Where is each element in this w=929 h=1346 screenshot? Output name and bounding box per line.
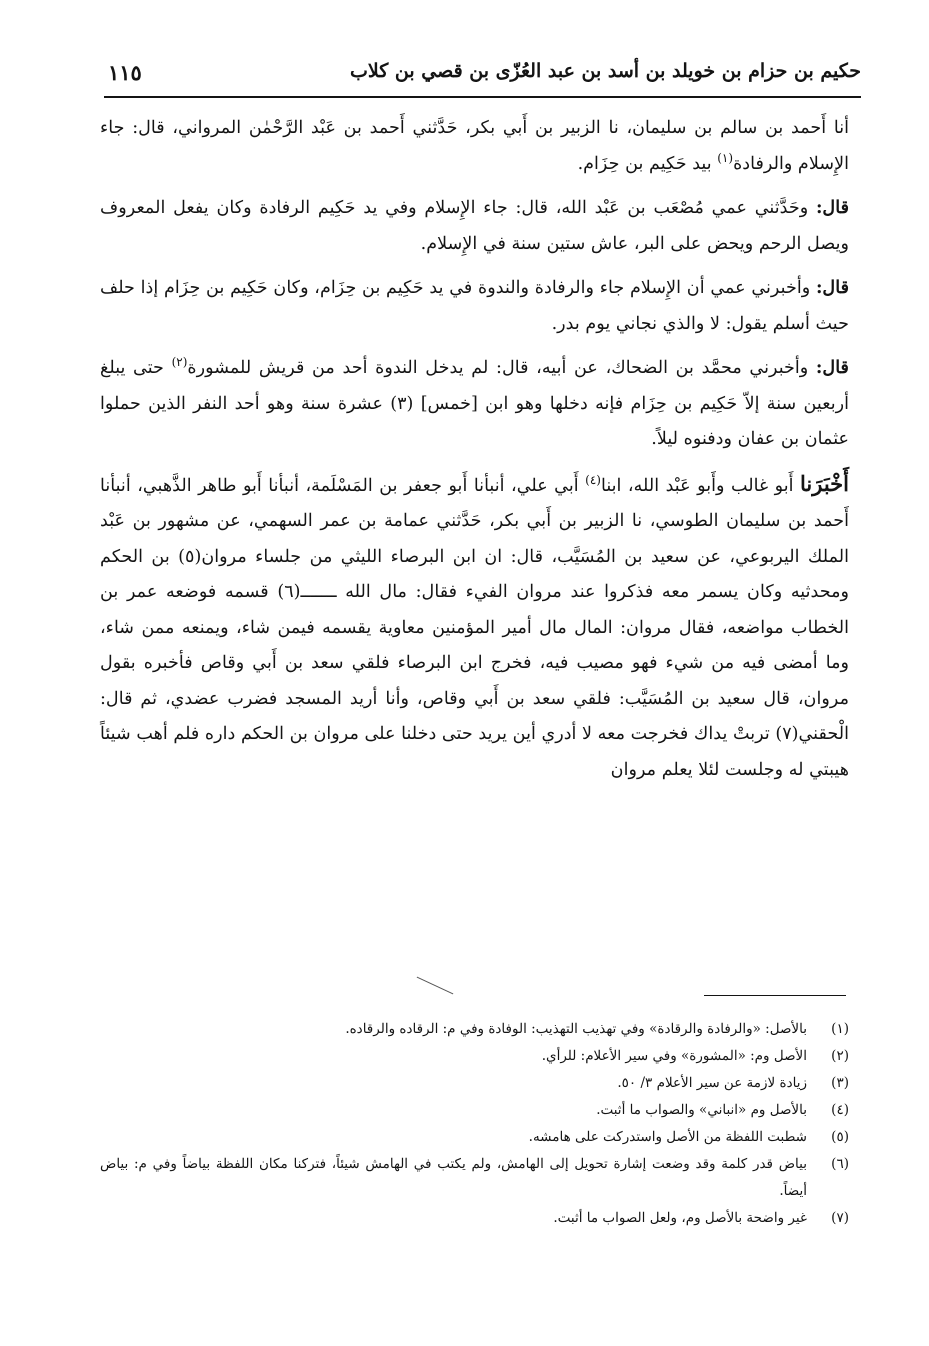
footnote-ref: (١) (717, 150, 734, 165)
footnote-number: (١) (831, 1021, 849, 1037)
footnote-number: (٦) (831, 1156, 849, 1172)
page-number: ١١٥ (108, 60, 142, 85)
footnote-text: غير واضحة بالأصل وم، ولعل الصواب ما أثبت. (553, 1210, 807, 1226)
paragraph-1 (100, 110, 849, 182)
paragraph-text: وحَدَّثني عمي مُصْعَب بن عَبْد الله، قال: جاء الإِسلام وفي يد حَكِيم الرفادة وكان يفعل المعروف ويصل الرحم ويحض على البر، عاش ستين سنة في الإِسلام. (100, 198, 849, 254)
footnote-3 (100, 1070, 849, 1097)
footnote-number: (٥) (831, 1129, 849, 1145)
footnote-number: (٤) (831, 1102, 849, 1118)
paragraph-text: حتى يبلغ أربعين سنة إلاّ حَكِيم بن حِزَام فإنه دخلها وهو ابن [خمس] (٣) عشرة سنة وهو أحد النفر الذين حملوا عثمان بن عفان ودفنوه ليلاً. (100, 358, 850, 449)
paragraph-text: وأخبرني محمَّد بن الضحاك، عن أبيه، قال: لم يدخل الندوة أحد من قريش للمشورة (187, 358, 816, 378)
stray-mark (417, 977, 454, 995)
main-text (100, 110, 849, 796)
footnote-4 (100, 1097, 849, 1124)
footnote-text: بالأصل: «والرفادة والرقادة» وفي تهذيب التهذيب: الوفادة وفي م: الرقاده والرقاده. (345, 1021, 807, 1037)
paragraph-lead: قال: (815, 197, 849, 218)
paragraph-text: بيد حَكِيم بن حِزَام. (577, 153, 718, 174)
footnote-text: شطبت اللفظة من الأصل واستدركت على هامشه. (528, 1129, 807, 1145)
footnote-text: زيادة لازمة عن سير الأعلام ٣/ ٥٠. (617, 1075, 807, 1091)
footnote-1 (100, 1016, 849, 1043)
paragraph-5 (100, 466, 849, 789)
footnote-text: بالأصل وم «انباني» والصواب ما أثبت. (596, 1102, 807, 1118)
paragraph-2 (100, 190, 849, 262)
footnote-7 (100, 1205, 849, 1232)
footnote-text: بياض قدر كلمة وقد وضعت إشارة تحويل إلى الهامش، ولم يكتب في الهامش شيئاً، فتركنا مكان اللفظة بياضاً وفي م: بياض أيضاً. (100, 1156, 807, 1199)
paragraph-text: أَبي علي، أنبأنا أَبو جعفر بن المَسْلَمة، أنبأنا أَبو طاهر الذَّهبي، أنبأنا أَحمد بن سليمان الطوسي، نا الزبير بن أَبي بكر، حَدَّثني عمامة بن عمر السهمي، عن مشهور بن عَبْد الملك اليربوعي، عن سعيد بن المُسَيَّب، قال: ان ابن البرصاء الليثي من جلساء مروان(٥) بن الحكم ومحدثيه وكان يسمر معه فذكروا عند مروان الفيء فقال: مال الله ـــــــ(٦) قسمه فوضعه عمر بن الخطاب مواضعه، فقال مروان: المال مال أمير المؤمنين معاوية يقسمه فيمن شاء، ويمنعه ممن شاء، وما أمضى فيه من شيء فهو مصيب فيه، فخرج ابن البرصاء فلقي سعد بن أَبي وقاص فأخبره بقول مروان، قال سعيد بن المُسَيَّب: فلقي سعد بن أَبي وقاص، وأنا أريد المسجد فضرب عضدي، ثم قال: الْحقني(٧) تربتْ يداك فخرجت معه لا أدري أين يريد حتى دخلنا على مروان بن الحكم داره فلم أهب شيئاً هيبتي له وجلست لئلا يعلم مروان (100, 475, 849, 780)
footnote-number: (٢) (831, 1048, 849, 1064)
paragraph-text: أَبو غالب وأَبو عَبْد الله، ابنا (600, 475, 801, 496)
footnote-text: الأصل وم: «المشورة» وفي سير الأعلام: للرأي. (541, 1048, 807, 1064)
footnote-6 (100, 1151, 849, 1205)
paragraph-text: أنا أَحمد بن سالم بن سليمان، نا الزبير بن أَبي بكر، حَدَّثني أَحمد بن عَبْد الرَّحْمٰن المرواني، قال: جاء الإِسلام والرفادة (100, 118, 849, 174)
footnote-number: (٧) (831, 1210, 849, 1226)
footnote-2 (100, 1043, 849, 1070)
footnote-number: (٣) (831, 1075, 849, 1091)
paragraph-text: وأخبرني عمي أن الإِسلام جاء والرفادة والندوة في يد حَكِيم بن حِزَام، وكان حَكِيم بن حِزَام إذا حلف حيث أسلم يقول: لا والذي نجاني يوم بدر. (100, 278, 849, 334)
paragraph-4 (100, 350, 849, 458)
paragraph-lead: قال: (815, 277, 849, 298)
paragraph-3 (100, 270, 849, 342)
footnote-ref: (٢) (171, 355, 188, 370)
paragraph-lead: أَخْبَرَنا (800, 470, 849, 496)
footnote-ref: (٤) (585, 472, 601, 487)
footnote-rule (704, 995, 846, 996)
footnote-5 (100, 1124, 849, 1151)
paragraph-lead: قال: (815, 357, 849, 378)
page-header (104, 58, 861, 98)
running-title: حكيم بن حزام بن خويلد بن أسد بن عبد العُزّى بن قصي بن كلاب (350, 60, 861, 82)
footnotes (100, 1016, 849, 1232)
